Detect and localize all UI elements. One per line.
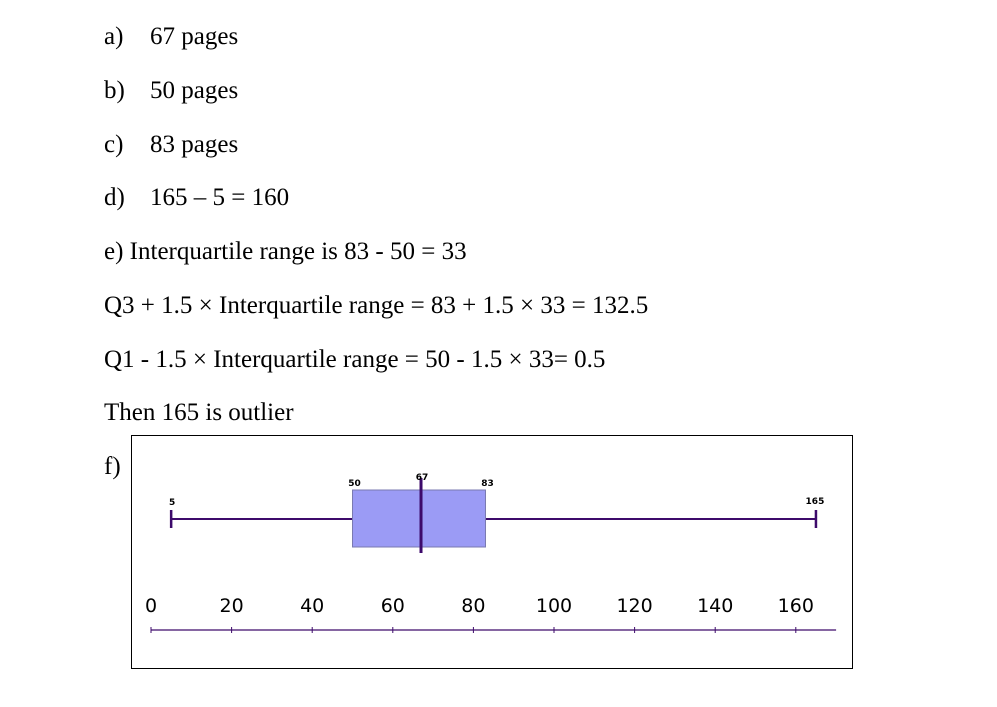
median-label: 67 (415, 473, 429, 483)
iqr-box (353, 490, 486, 547)
x-tick-label: 120 (616, 595, 653, 617)
q3-label: 83 (481, 479, 494, 489)
x-tick-label: 80 (461, 595, 486, 617)
boxplot-svg (132, 436, 854, 670)
answer-d-text: 165 – 5 = 160 (150, 184, 290, 211)
answer-d (104, 183, 289, 213)
upper-fence-line: Q3 + 1.5 × Interquartile range = 83 + 1.5 × 33 = 132.5 (104, 292, 649, 319)
answer-c-label: c) (104, 131, 124, 158)
min-label: 5 (169, 498, 176, 508)
answer-d-label: d) (104, 184, 125, 211)
answer-c-text: 83 pages (150, 131, 239, 158)
answer-f-label: f) (104, 453, 121, 480)
x-tick-label: 0 (144, 595, 158, 617)
boxplot-chart (131, 435, 853, 669)
x-tick-label: 160 (777, 595, 814, 617)
answer-a-label: a) (104, 23, 124, 50)
answer-b-label: b) (104, 77, 125, 104)
max-label: 165 (805, 497, 825, 507)
x-tick-label: 20 (219, 595, 244, 617)
iqr-line: e) Interquartile range is 83 - 50 = 33 (104, 238, 467, 265)
x-tick-label: 100 (535, 595, 573, 617)
answer-c (104, 130, 238, 160)
outlier-conclusion: Then 165 is outlier (104, 399, 294, 426)
x-tick-label: 140 (697, 595, 734, 617)
q1-label: 50 (348, 479, 361, 489)
answer-a-text: 67 pages (150, 23, 239, 50)
answer-b (104, 76, 238, 106)
x-tick-label: 40 (300, 595, 325, 617)
answer-a (104, 22, 238, 52)
lower-fence-line: Q1 - 1.5 × Interquartile range = 50 - 1.5 × 33= 0.5 (104, 346, 606, 373)
answer-b-text: 50 pages (150, 77, 239, 104)
x-tick-label: 60 (380, 595, 405, 617)
